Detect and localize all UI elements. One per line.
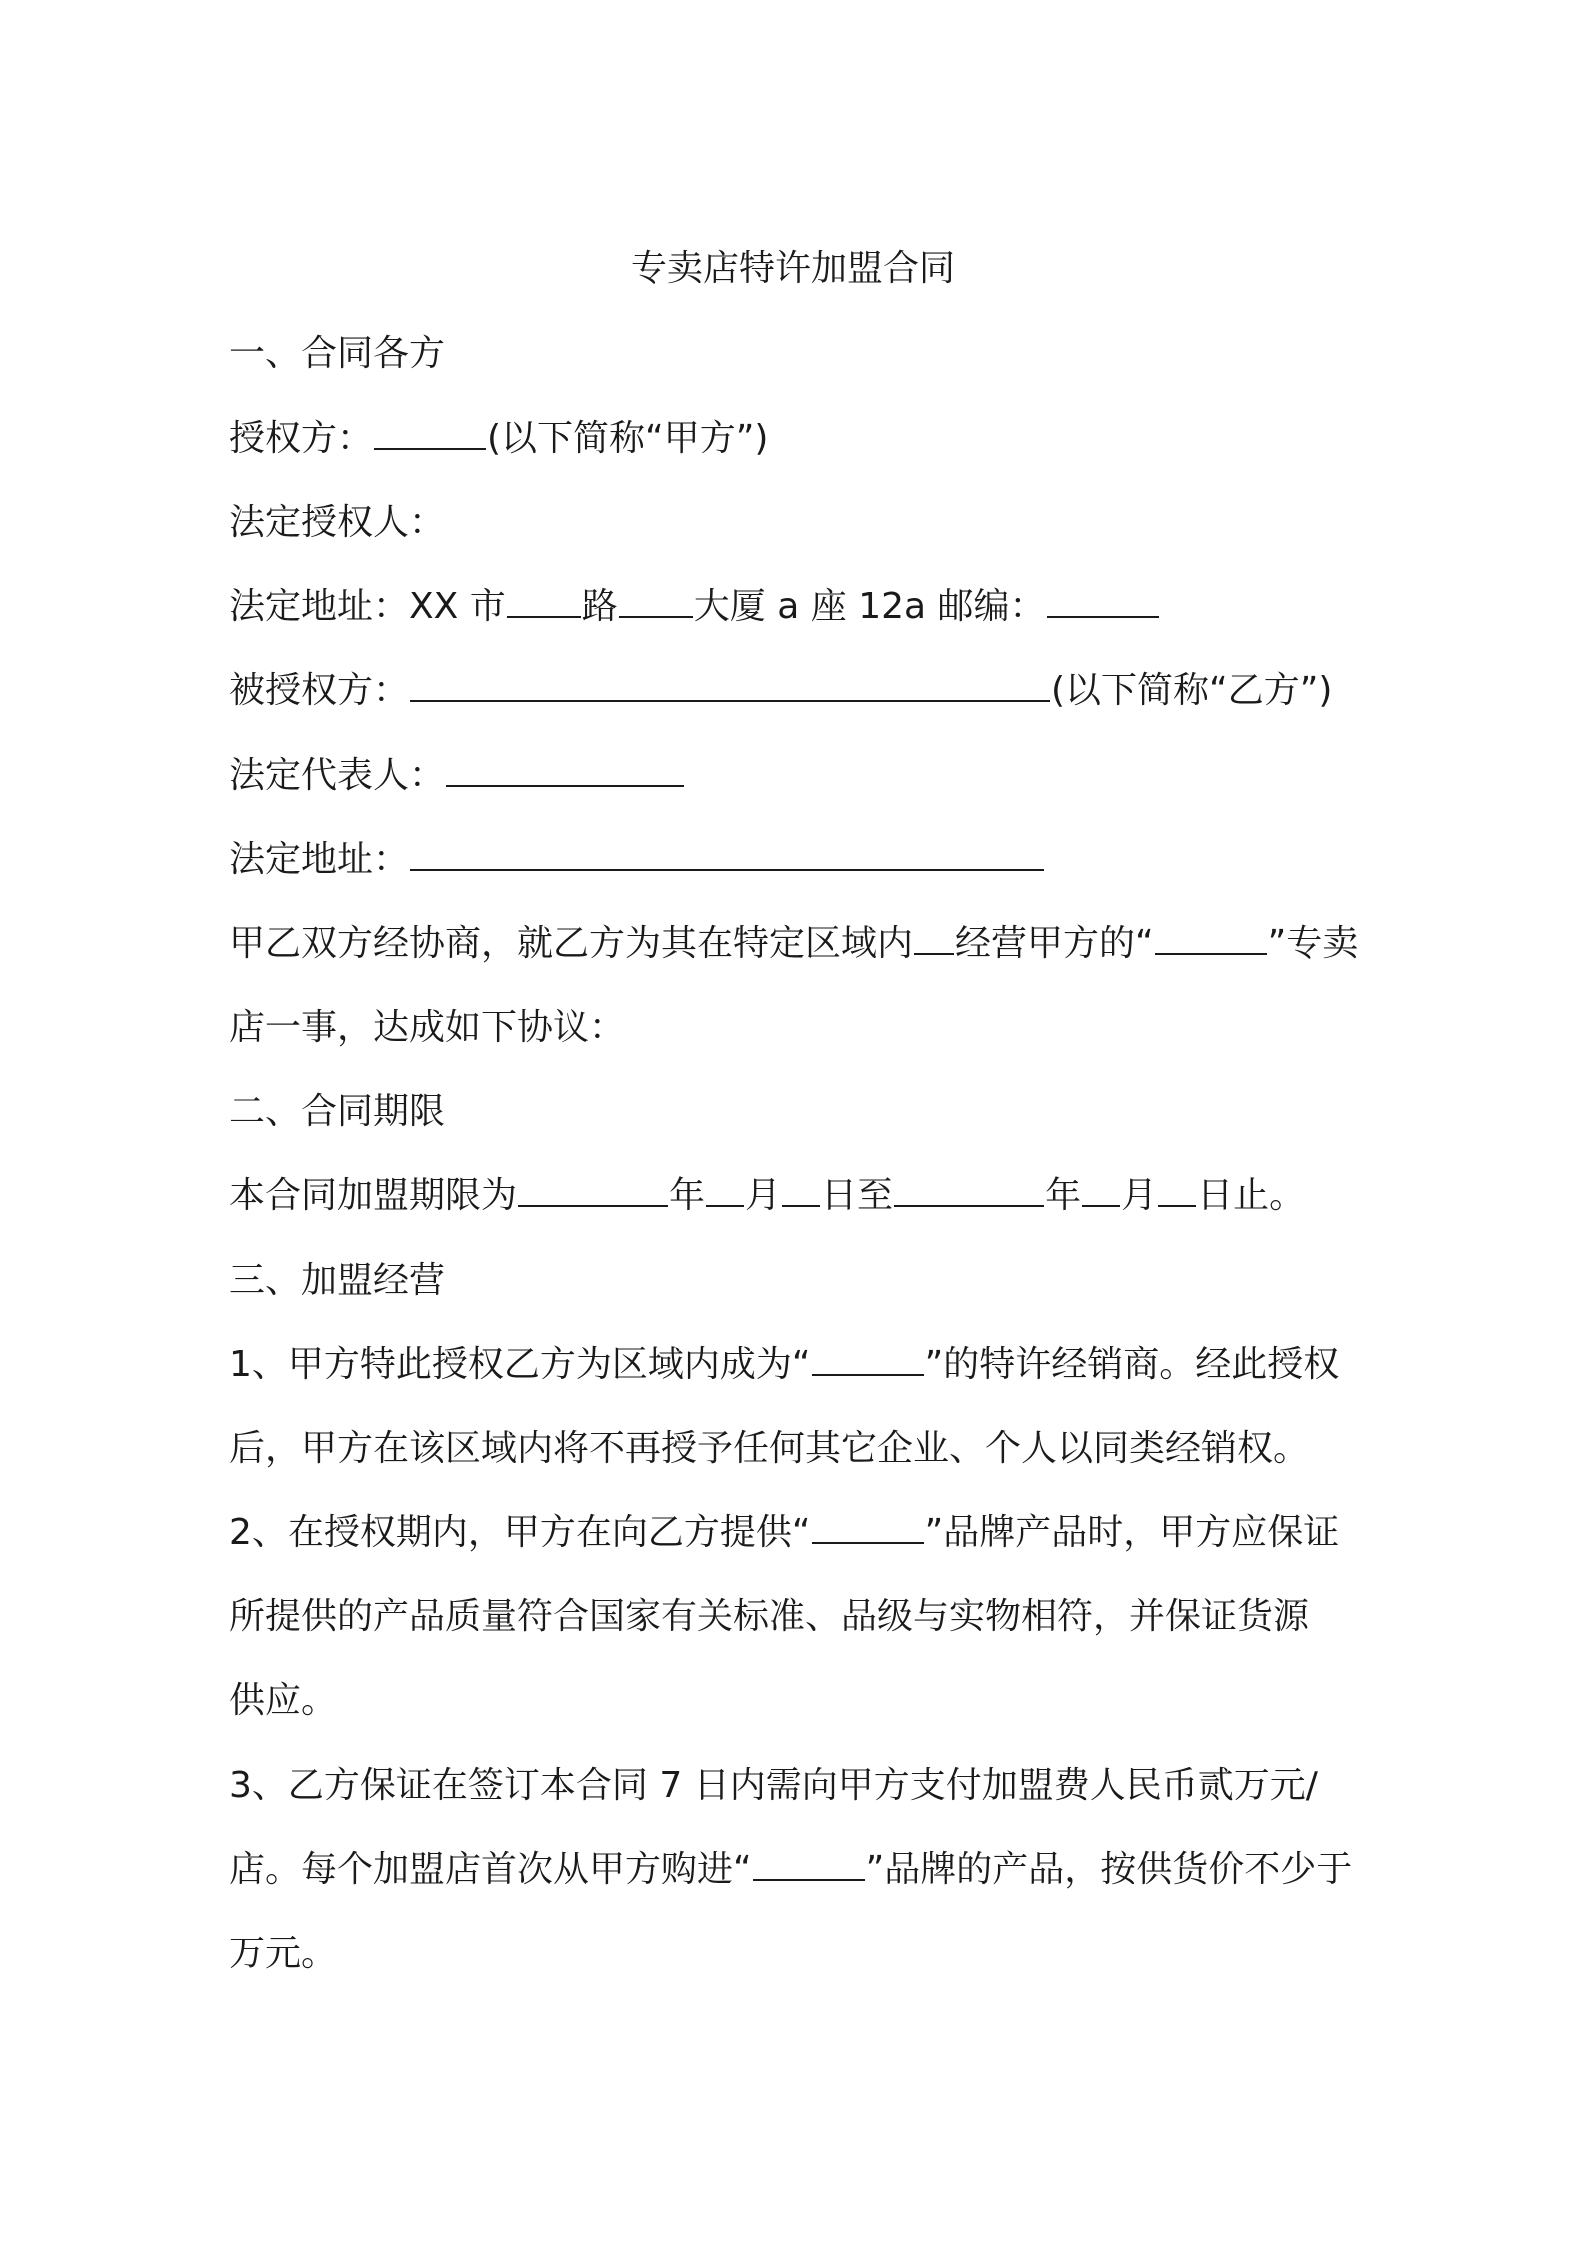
city-road-blank — [507, 582, 581, 618]
address-b-label: 法定地址： — [229, 839, 410, 880]
postcode-blank — [1047, 582, 1159, 618]
clause-3-line-3: 万元。 — [229, 1933, 338, 1974]
legal-authorized-line — [229, 498, 445, 548]
term-day-to: 日至 — [821, 1175, 894, 1216]
clause-3-text-1: 店。每个加盟店首次从甲方购进“ — [229, 1849, 752, 1890]
term-day-end: 日止。 — [1197, 1175, 1306, 1216]
start-day-blank — [782, 1171, 820, 1207]
address-b-blank — [410, 835, 1044, 871]
clause-3-line-1: 3、乙方保证在签订本合同 7 日内需向甲方支付加盟费人民币贰万元/ — [229, 1765, 1318, 1806]
authorized-line — [229, 666, 1332, 716]
clause-1-line-1 — [229, 1340, 1339, 1390]
section-2-heading: 二、合同期限 — [229, 1091, 446, 1132]
address-a-line — [229, 582, 1160, 632]
clause-2-line-2: 所提供的产品质量符合国家有关标准、品级与实物相符，并保证货源 — [229, 1596, 1310, 1637]
start-year-blank — [518, 1171, 668, 1207]
term-year-2: 年 — [1045, 1175, 1082, 1216]
clause-3-line-2 — [229, 1845, 1352, 1895]
clause-3-text-2: ”品牌的产品，按供货价不少于 — [865, 1849, 1353, 1890]
agreement-text-1: 甲乙双方经协商，就乙方为其在特定区域内 — [229, 923, 914, 964]
end-month-blank — [1082, 1171, 1120, 1207]
clause-2-blank — [812, 1508, 924, 1544]
term-month-2: 月 — [1121, 1175, 1158, 1216]
region-blank — [914, 919, 954, 955]
agreement-line-1 — [229, 919, 1358, 969]
authorizer-label: 授权方： — [229, 418, 374, 459]
agreement-text-2: 经营甲方的“ — [955, 923, 1154, 964]
clause-3-blank — [753, 1845, 865, 1881]
clause-1-text-1: 1、甲方特此授权乙方为区域内成为“ — [229, 1344, 811, 1385]
clause-2-line-3: 供应。 — [229, 1680, 338, 1721]
legal-rep-line — [229, 751, 685, 801]
authorized-blank — [410, 666, 1050, 702]
document-title: 专卖店特许加盟合同 — [630, 248, 955, 289]
building-label: 大厦 a 座 12a 邮编： — [693, 586, 1046, 627]
clause-2-text-1: 2、在授权期内，甲方在向乙方提供“ — [229, 1512, 811, 1553]
clause-1-text-2: ”的特许经销商。经此授权 — [924, 1344, 1340, 1385]
section-1-heading: 一、合同各方 — [229, 333, 446, 374]
road-building-blank — [619, 582, 693, 618]
brand-blank — [1155, 919, 1267, 955]
start-month-blank — [706, 1171, 744, 1207]
clause-2-line-1 — [229, 1508, 1339, 1558]
road-label: 路 — [581, 586, 618, 627]
legal-rep-label: 法定代表人： — [229, 755, 446, 796]
authorized-label: 被授权方： — [229, 670, 410, 711]
clause-2-text-2: ”品牌产品时，甲方应保证 — [924, 1512, 1340, 1553]
end-year-blank — [894, 1171, 1044, 1207]
agreement-line-2: 店一事，达成如下协议： — [229, 1007, 626, 1048]
clause-1-blank — [812, 1340, 924, 1376]
authorized-suffix: (以下简称“乙方”) — [1051, 670, 1333, 711]
legal-rep-blank — [446, 751, 684, 787]
address-a-label: 法定地址：XX 市 — [229, 586, 506, 627]
agreement-text-3: ”专卖 — [1267, 923, 1359, 964]
clause-1-line-2: 后，甲方在该区域内将不再授予任何其它企业、个人以同类经销权。 — [229, 1428, 1310, 1469]
address-b-line — [229, 835, 1045, 885]
section-3-heading: 三、加盟经营 — [229, 1260, 446, 1301]
authorizer-suffix: (以下简称“甲方”) — [487, 418, 769, 459]
legal-authorized-label: 法定授权人： — [229, 502, 446, 543]
end-day-blank — [1158, 1171, 1196, 1207]
term-year-1: 年 — [669, 1175, 706, 1216]
authorizer-line — [229, 414, 768, 464]
term-month-1: 月 — [745, 1175, 782, 1216]
authorizer-blank — [374, 414, 486, 450]
term-text: 本合同加盟期限为 — [229, 1175, 518, 1216]
term-line — [229, 1171, 1305, 1221]
